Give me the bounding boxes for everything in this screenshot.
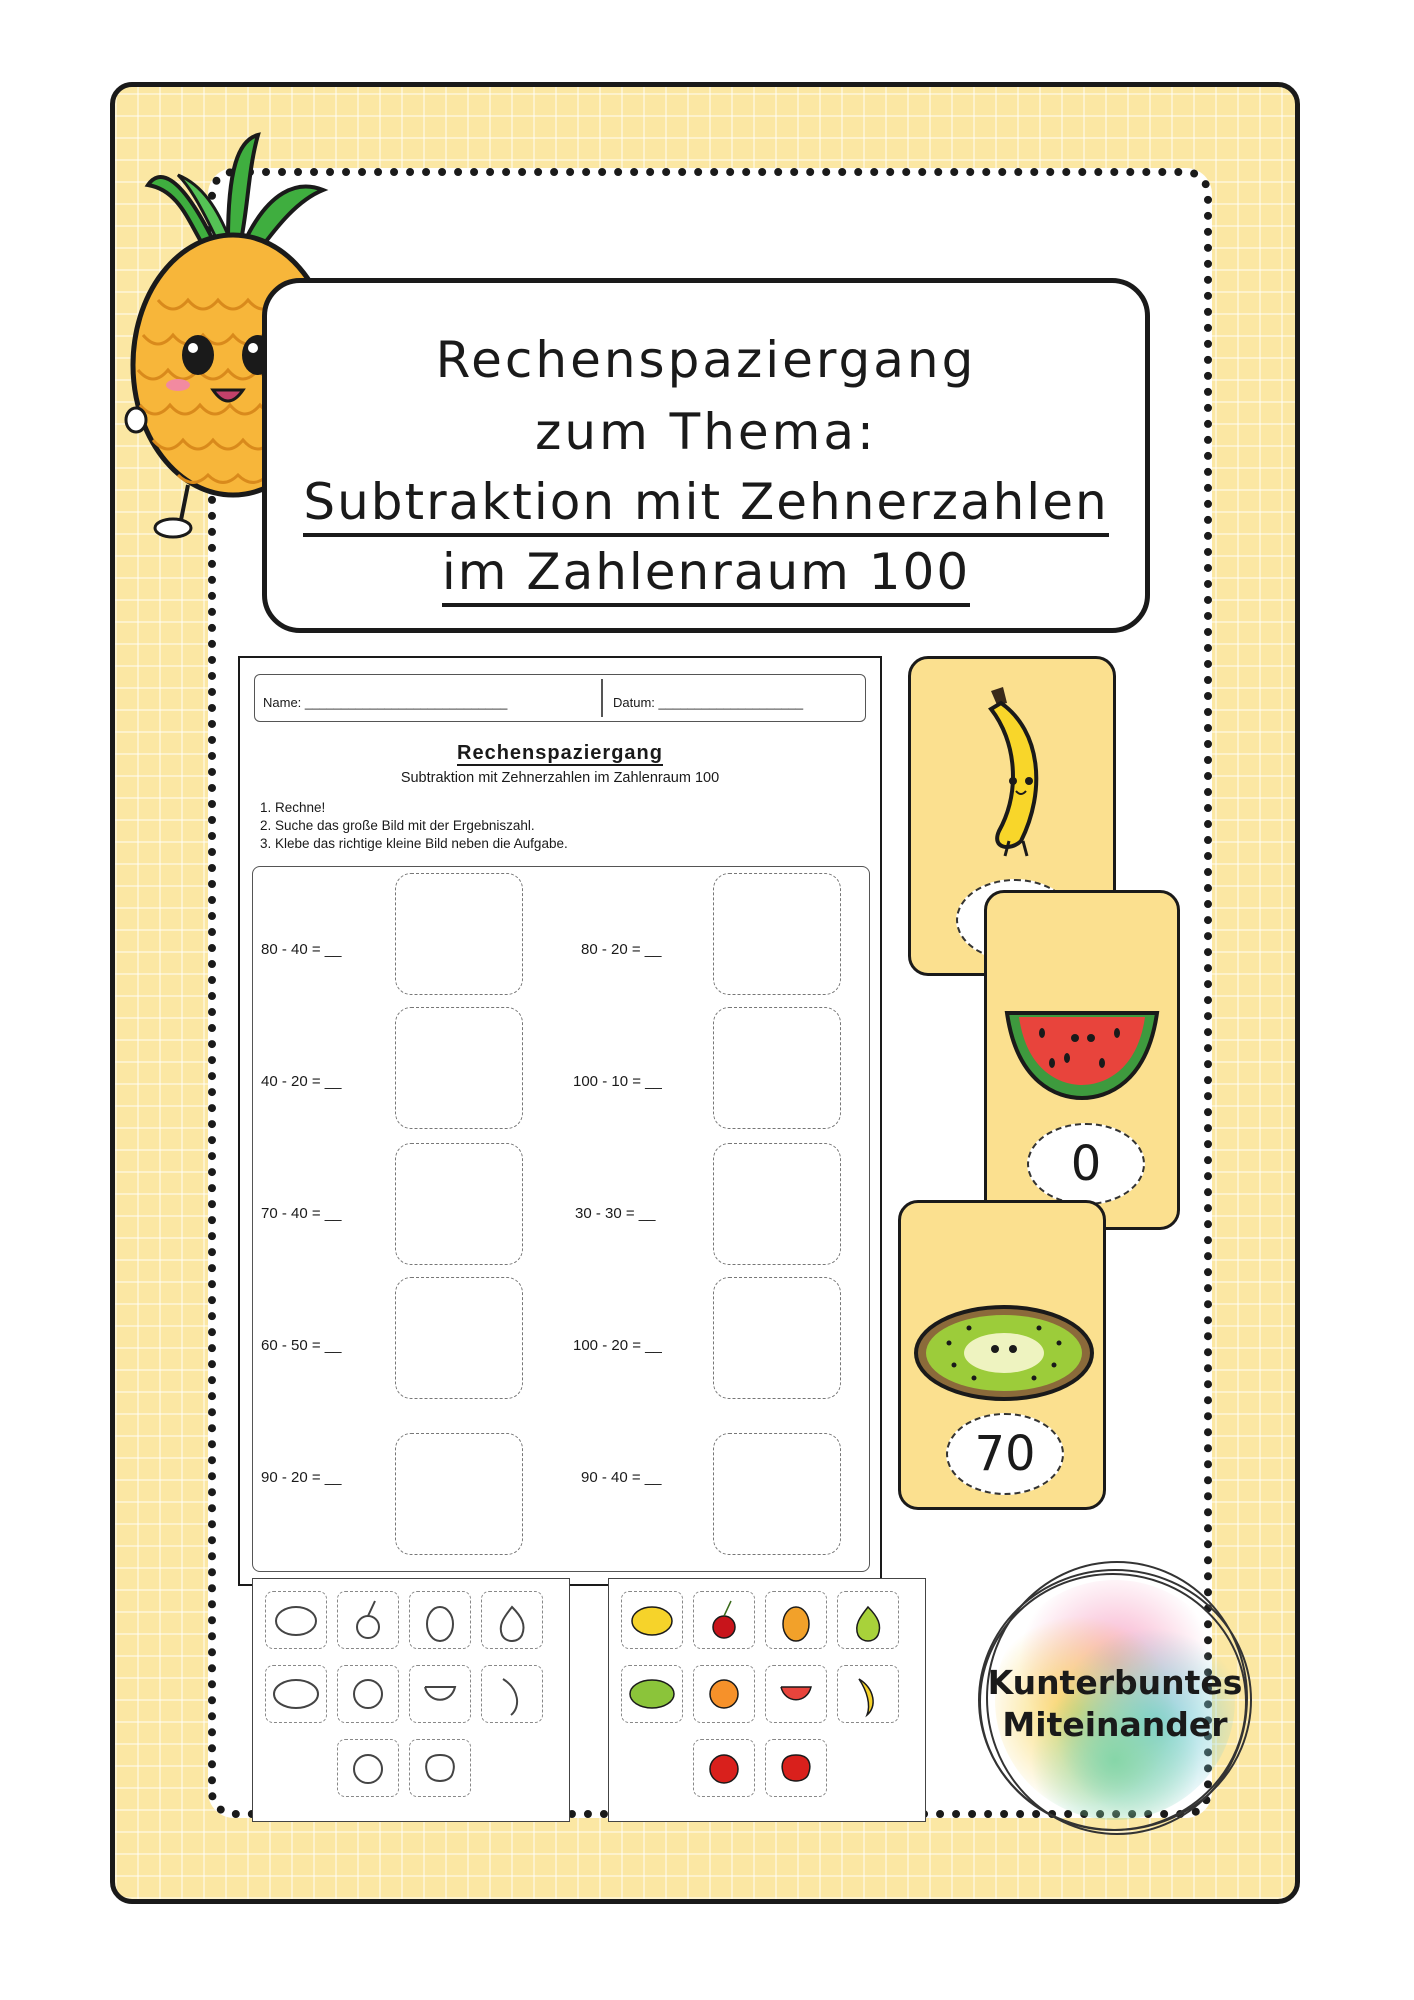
answer-slot — [395, 873, 523, 995]
answer-slot — [713, 1277, 841, 1399]
title-line-4: im Zahlenraum 100 — [267, 543, 1145, 601]
answer-slot — [713, 1143, 841, 1265]
date-field-label: Datum: ____________________ — [613, 695, 804, 710]
fruit-card-kiwi — [898, 1200, 1106, 1510]
title-box — [262, 278, 1150, 633]
worksheet-preview — [238, 656, 882, 1586]
answer-slot — [713, 873, 841, 995]
card-number-0: 0 — [1027, 1123, 1145, 1205]
header-divider — [601, 679, 603, 717]
card-number-70: 70 — [946, 1413, 1064, 1495]
answer-slot — [713, 1007, 841, 1129]
answer-slot — [395, 1277, 523, 1399]
instruction-3: 3. Klebe das richtige kleine Bild neben die Aufgabe. — [260, 836, 568, 851]
answer-slot — [395, 1433, 523, 1555]
task-left-4: 60 - 50 = __ — [261, 1337, 342, 1354]
task-right-1: 80 - 20 = __ — [581, 941, 662, 958]
worksheet-header — [254, 674, 866, 722]
fruit-card-watermelon — [984, 890, 1180, 1230]
task-left-5: 90 - 20 = __ — [261, 1469, 342, 1486]
title-line-2: zum Thema: — [535, 403, 877, 461]
name-field-label: Name: ____________________________ — [263, 695, 508, 710]
task-area — [252, 866, 870, 1572]
title-line-3: Subtraktion mit Zehnerzahlen — [267, 473, 1145, 531]
logo-line-2: Miteinander — [1002, 1705, 1228, 1744]
brand-logo — [970, 1555, 1260, 1845]
bw-fruit-outlines — [253, 1579, 571, 1823]
task-right-5: 90 - 40 = __ — [581, 1469, 662, 1486]
instruction-1: 1. Rechne! — [260, 800, 326, 815]
answer-slot — [395, 1007, 523, 1129]
task-right-3: 30 - 30 = __ — [575, 1205, 656, 1222]
task-left-2: 40 - 20 = __ — [261, 1073, 342, 1090]
instruction-2: 2. Suche das große Bild mit der Ergebniszahl. — [260, 818, 535, 833]
task-right-2: 100 - 10 = __ — [573, 1073, 662, 1090]
task-right-4: 100 - 20 = __ — [573, 1337, 662, 1354]
logo-line-1: Kunterbuntes — [987, 1663, 1243, 1702]
banana-icon — [951, 681, 1071, 861]
color-fruit-drawings — [609, 1579, 927, 1823]
color-picture-sheet — [608, 1578, 926, 1822]
answer-slot — [713, 1433, 841, 1555]
bw-picture-sheet — [252, 1578, 570, 1822]
answer-slot — [395, 1143, 523, 1265]
title-line-1: Rechenspaziergang — [435, 331, 977, 389]
kiwi-icon — [909, 1303, 1099, 1413]
task-left-3: 70 - 40 = __ — [261, 1205, 342, 1222]
worksheet-subtitle: Subtraktion mit Zehnerzahlen im Zahlenraum 100 — [400, 770, 720, 786]
worksheet-title: Rechenspaziergang — [457, 742, 663, 764]
watermelon-icon — [997, 1003, 1167, 1113]
task-left-1: 80 - 40 = __ — [261, 941, 342, 958]
